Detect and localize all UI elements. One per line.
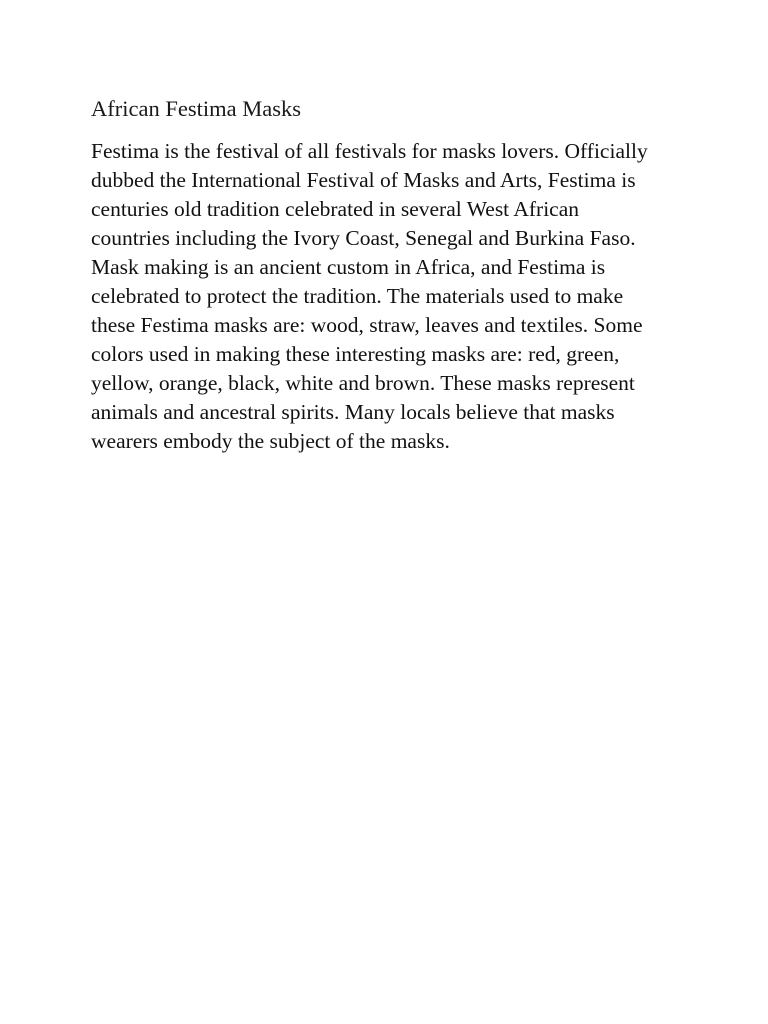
paragraph-line: Mask making is an ancient custom in Africa, and Festima is xyxy=(91,255,606,279)
document-paragraph xyxy=(91,137,648,456)
paragraph-line: these Festima masks are: wood, straw, leaves and textiles. Some xyxy=(91,313,643,337)
paragraph-line: countries including the Ivory Coast, Senegal and Burkina Faso. xyxy=(91,226,636,250)
paragraph-line: celebrated to protect the tradition. The materials used to make xyxy=(91,284,624,308)
paragraph-line: centuries old tradition celebrated in several West African xyxy=(91,197,580,221)
paragraph-line: Festima is the festival of all festivals for masks lovers. Officially xyxy=(91,139,648,163)
paragraph-line: dubbed the International Festival of Masks and Arts, Festima is xyxy=(91,168,636,192)
document-title: African Festima Masks xyxy=(91,96,301,121)
paragraph-line: wearers embody the subject of the masks. xyxy=(91,429,450,453)
paragraph-line: animals and ancestral spirits. Many locals believe that masks xyxy=(91,400,615,424)
paragraph-line: colors used in making these interesting masks are: red, green, xyxy=(91,342,620,366)
paragraph-line: yellow, orange, black, white and brown. These masks represent xyxy=(91,371,635,395)
